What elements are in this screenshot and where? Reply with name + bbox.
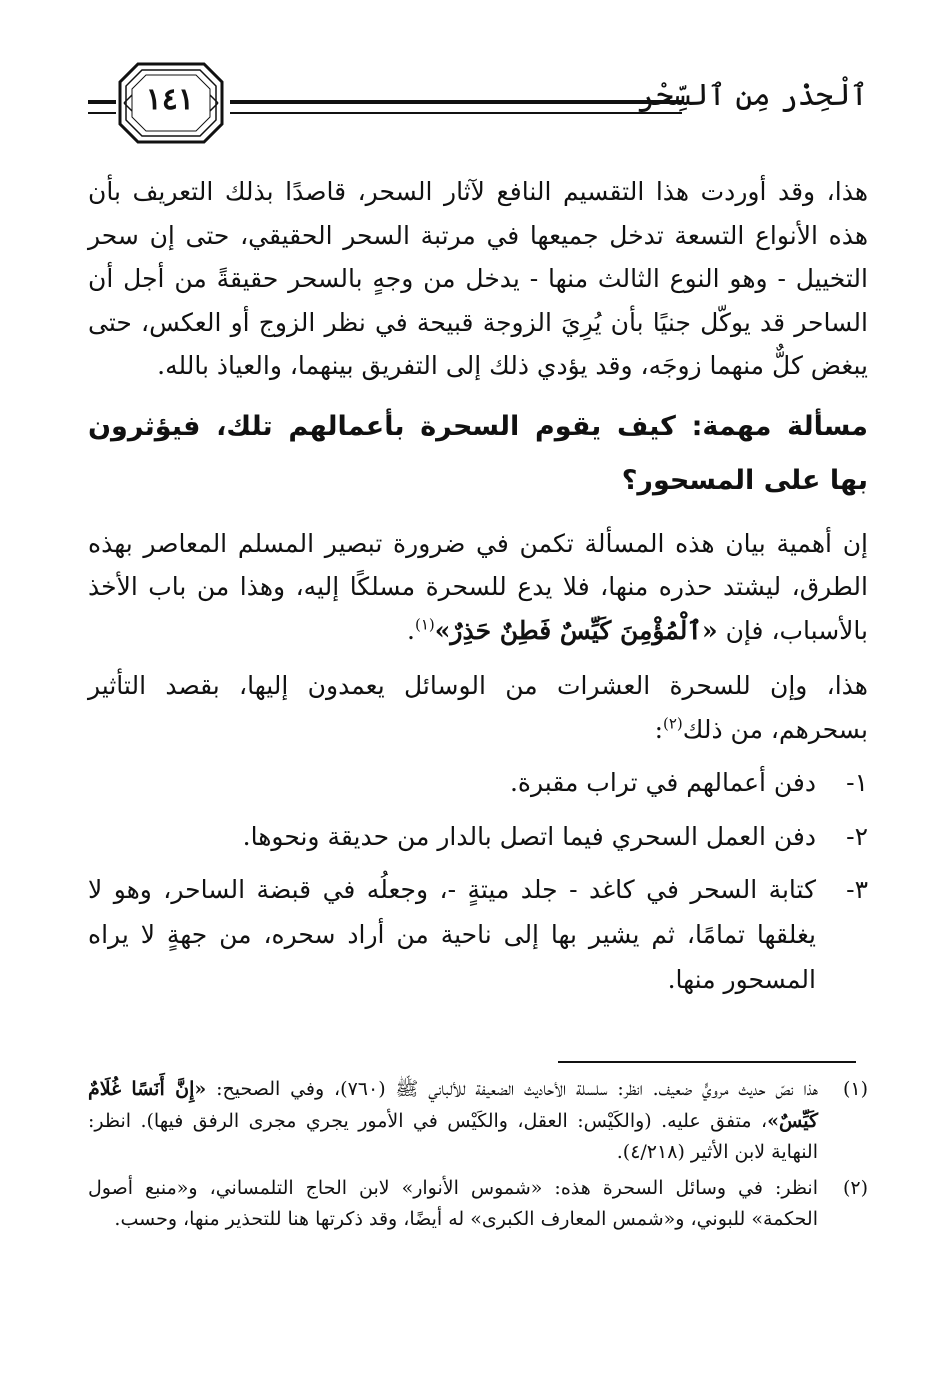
footnote-2 <box>88 1173 868 1236</box>
footnote-1 <box>88 1074 868 1169</box>
footnote-separator <box>558 1061 856 1063</box>
list-item-number: ٢- <box>846 822 868 851</box>
section-heading: مسألة مهمة: كيف يقوم السحرة بأعمالهم تلك، فيؤثرون بها على المسحور؟ <box>88 410 868 496</box>
footnotes <box>88 1074 868 1240</box>
main-text <box>88 170 868 1008</box>
paragraph-methods <box>88 664 868 751</box>
footnote-text-rest: ، متفق عليه. (والكَيْس: العقل، والكَيْس في الأمور يجري مجرى الرفق فيها). انظر: النهاية لابن الأثير (٤/٢١٨). <box>88 1109 818 1163</box>
header-double-rule <box>230 100 682 114</box>
paragraph-importance-end: . <box>407 615 415 645</box>
list-item <box>88 813 868 861</box>
paragraph-methods-text: هذا، وإن للسحرة العشرات من الوسائل يعمدون إليها، بقصد التأثير بسحرهم، من ذلك <box>88 671 868 744</box>
footnote-ref-1[interactable]: (١) <box>414 615 435 634</box>
list-item-number: ٣- <box>846 875 868 904</box>
list-item-text: دفن أعمالهم في تراب مقبرة. <box>509 768 816 797</box>
footnote-number: (٢) <box>842 1176 868 1199</box>
running-title: ٱلْحِذْر مِن ٱلسِّحْر <box>637 78 868 113</box>
page-number: ١٤١ <box>145 82 194 117</box>
list-item <box>88 867 868 1002</box>
list-item-text: دفن العمل السحري فيما اتصل بالدار من حديقة ونحوها. <box>242 822 816 851</box>
paragraph-importance-text: إن أهمية بيان هذه المسألة تكمن في ضرورة تبصير المسلم المعاصر بهذه الطرق، ليشتد حذره منها، فلا يدع للسحرة مسلكًا إليه، وهذا من باب الأخذ بالأسباب، فإن <box>88 528 868 645</box>
list-item <box>88 759 868 807</box>
footnote-text: هذا نصّ حديث مرويٍّ ضعيف. انظر: سلسلة الأحاديث الضعيفة للألباني ﷺ (٧٦٠)، وفي الصحيح: <box>206 1078 819 1100</box>
paragraph-intro: هذا، وقد أوردت هذا التقسيم النافع لآثار السحر، قاصدًا بذلك التعريف بأن هذه الأنواع التسعة تدخل جميعها في مرتبة السحر الحقيقي، حتى إن سحر التخييل - وهو النوع الثالث منها - يدخل من وجهٍ بالسحر حقيقةً من أجل أن الساحر قد يوكّل جنيًا بأن يُرِيَ الزوجة قبيحة في نظر الزوج أو العكس، حتى يبغض كلٌّ منهما زوجَه، وقد يؤدي ذلك إلى التفريق بينهما، والعياذ بالله. <box>88 177 868 380</box>
header-short-rule <box>88 100 116 114</box>
footnote-ref-2[interactable]: (٢) <box>663 714 683 733</box>
methods-list <box>88 759 868 1002</box>
hadith-quote: «ٱلْمُؤْمِنَ كَيِّسٌ فَطِنٌ حَذِرٌ» <box>434 615 718 645</box>
list-item-number: ١- <box>846 768 868 797</box>
list-item-text: كتابة السحر في كاغد - جلد ميتةٍ -، وجعلُه في قبضة الساحر، وهو لا يغلقها تمامًا، ثم يشير بها إلى ناحية من أراد سحره، من جهةٍ لا يراه المسحور منها. <box>88 875 816 994</box>
footnote-text: انظر: في وسائل السحرة هذه: «شموس الأنوار» لابن الحاج التلمساني، و«منبع أصول الحكمة» للبوني، و«شمس المعارف الكبرى» له أيضًا، وقد ذكرتها هنا للتحذير منها، وحسب. <box>88 1176 818 1230</box>
page-number-frame <box>118 62 224 144</box>
footnote-hadith: «إِنَّ أَنَسًا غُلَامٌ كَيِّسٌ» <box>88 1078 818 1132</box>
paragraph-methods-end: : <box>654 714 663 744</box>
paragraph-importance <box>88 522 868 653</box>
running-header <box>88 62 868 142</box>
footnote-number: (١) <box>842 1078 868 1100</box>
